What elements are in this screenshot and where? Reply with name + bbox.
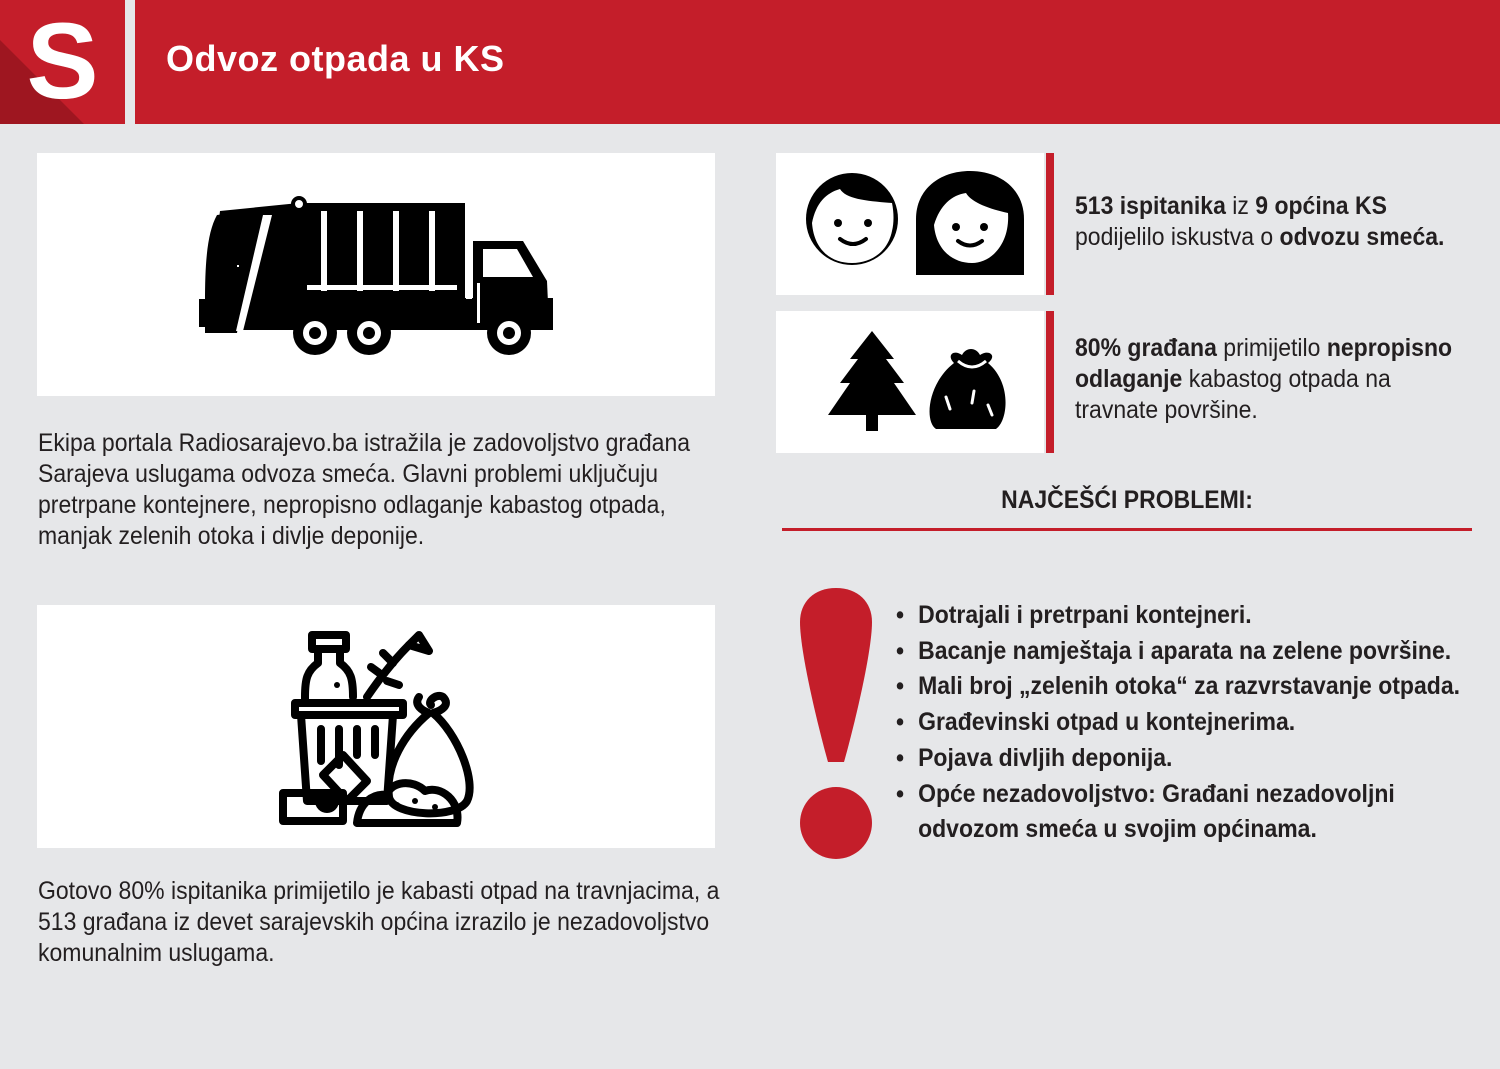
- logo[interactable]: [0, 0, 125, 124]
- problems-heading: NAJČEŠĆI PROBLEMI:: [1001, 486, 1253, 514]
- garbage-truck-icon: [37, 153, 715, 396]
- problem-item: • Opće nezadovoljstvo: Građani nezadovoljni: [896, 777, 1460, 813]
- logo-letter: S: [26, 0, 99, 121]
- respondents-stat-line1: 513 ispitanika iz 9 općina KS: [1075, 192, 1387, 220]
- bullet-icon: •: [896, 743, 905, 772]
- problems-list: [896, 598, 1460, 848]
- bullet-icon: •: [896, 672, 905, 701]
- people-card: [776, 153, 1044, 295]
- truck-card: [37, 153, 715, 396]
- problem-item: • Građevinski otpad u kontejnerima.: [896, 705, 1460, 741]
- problem-item: • Mali broj „zelenih otoka“ za razvrstavanje otpada.: [896, 669, 1460, 705]
- waste-disposal-card: [776, 311, 1044, 453]
- problem-item: • Dotrajali i pretrpani kontejneri.: [896, 598, 1460, 634]
- bullet-icon: •: [896, 779, 905, 808]
- waste-card: [37, 605, 715, 848]
- problem-item: • Pojava divljih deponija.: [896, 741, 1460, 777]
- exclamation-mark-icon: [796, 584, 878, 864]
- waste-disposal-stat-line2: odlaganje kabastog otpada na: [1075, 365, 1391, 393]
- stat-accent-bar: [1046, 153, 1054, 295]
- stat-accent-bar: [1046, 311, 1054, 453]
- header-divider: [125, 0, 135, 124]
- problems-divider: [782, 528, 1472, 531]
- summary-paragraph: Gotovo 80% ispitanika primijetilo je kabasti otpad na travnjacima, a 513 građana iz devet sarajevskih općina izrazilo je nezadovoljstvo komunalnim uslugama.: [38, 877, 720, 967]
- problem-item: • Bacanje namještaja i aparata na zelene površine.: [896, 634, 1460, 670]
- waste-disposal-stat-line3: travnate površine.: [1075, 396, 1258, 424]
- problem-item-continuation: odvozom smeća u svojim općinama.: [918, 815, 1317, 844]
- people-faces-icon: [776, 153, 1044, 295]
- intro-paragraph: Ekipa portala Radiosarajevo.ba istražila je zadovoljstvo građana Sarajeva uslugama odvoza smeća. Glavni problemi uključuju pretrpane kontejnere, nepropisno odlaganje kabastog otpada, manjak zelenih otoka i divlje deponije.: [38, 429, 691, 550]
- trash-bin-overflow-icon: [37, 605, 715, 848]
- bullet-icon: •: [896, 708, 905, 737]
- respondents-stat-line2: podijelilo iskustva o odvozu smeća.: [1075, 223, 1445, 251]
- waste-disposal-stat: [1075, 333, 1452, 426]
- page-title: Odvoz otpada u KS: [166, 38, 505, 79]
- waste-disposal-stat-line1: 80% građana primijetilo nepropisno: [1075, 334, 1453, 362]
- bullet-icon: •: [896, 601, 905, 629]
- bullet-icon: •: [896, 636, 905, 665]
- tree-and-trash-bag-icon: [776, 311, 1044, 453]
- respondents-stat: [1075, 191, 1444, 253]
